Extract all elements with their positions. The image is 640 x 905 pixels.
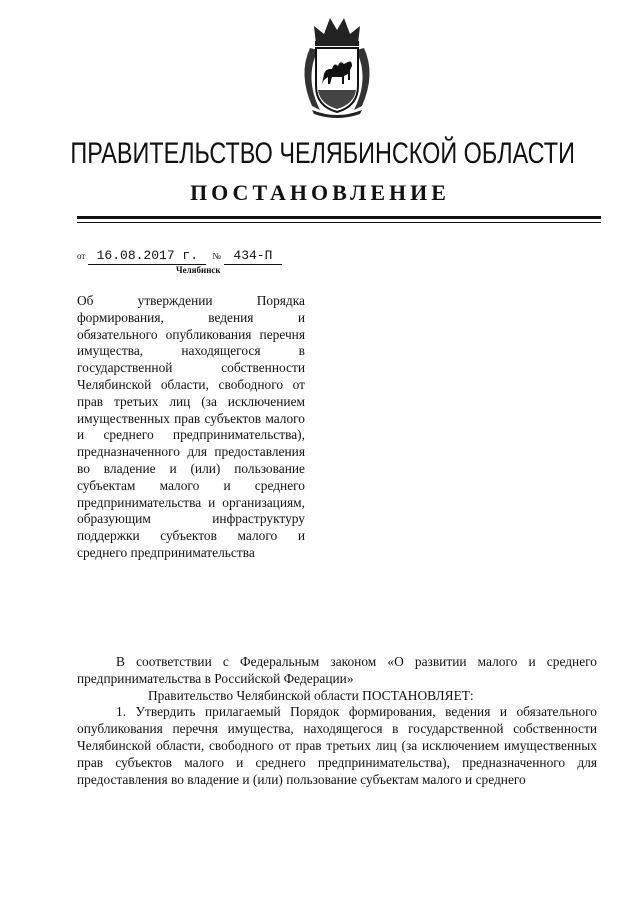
dateline (77, 246, 282, 266)
document-city: Челябинск (176, 265, 221, 275)
government-title: ПРАВИТЕЛЬСТВО ЧЕЛЯБИНСКОЙ ОБЛАСТИ (70, 137, 575, 170)
crown-base (315, 41, 359, 46)
header-divider-thin (77, 222, 601, 223)
date-from-label: от (77, 251, 86, 261)
document-number: 434-П (224, 248, 282, 265)
document-subject: Об утверждении Порядка формирования, ведения и обязательного опубликования перечня имущества, находящегося в государственной собственности Челябинской области, свободного от прав третьих лиц (за исключением имущественных прав субъектов малого и среднего предпринимательства), предназначенного для предоставления во владение и (или) пользование субъектам малого и среднего предпринимательства и организациям, образующим инфраструктуру поддержки субъектов малого и среднего предпринимательства (77, 293, 305, 560)
document-type-title: ПОСТАНОВЛЕНИЕ (190, 180, 450, 205)
header-divider-thick (77, 216, 601, 219)
number-sign-label: № (212, 251, 221, 261)
chelyabinsk-coat-of-arms-icon (290, 14, 384, 120)
document-body (77, 654, 597, 788)
body-item-1: 1. Утвердить прилагаемый Порядок формирования, ведения и обязательного опубликования перечня имущества, находящегося в государственной собственности Челябинской области, свободного от прав третьих лиц (за исключением имущественных прав субъектов малого и среднего предпринимательства), предназначенного для предоставления во владение и (или) пользование субъектам малого и среднего (77, 704, 597, 787)
crown-shape (314, 18, 360, 44)
body-preamble: В соответствии с Федеральным законом «О развитии малого и среднего предпринимательства в Российской Федерации» (77, 654, 597, 686)
body-resolves: Правительство Челябинской области ПОСТАНОВЛЯЕТ: (148, 687, 474, 703)
document-date: 16.08.2017 г. (88, 248, 206, 265)
